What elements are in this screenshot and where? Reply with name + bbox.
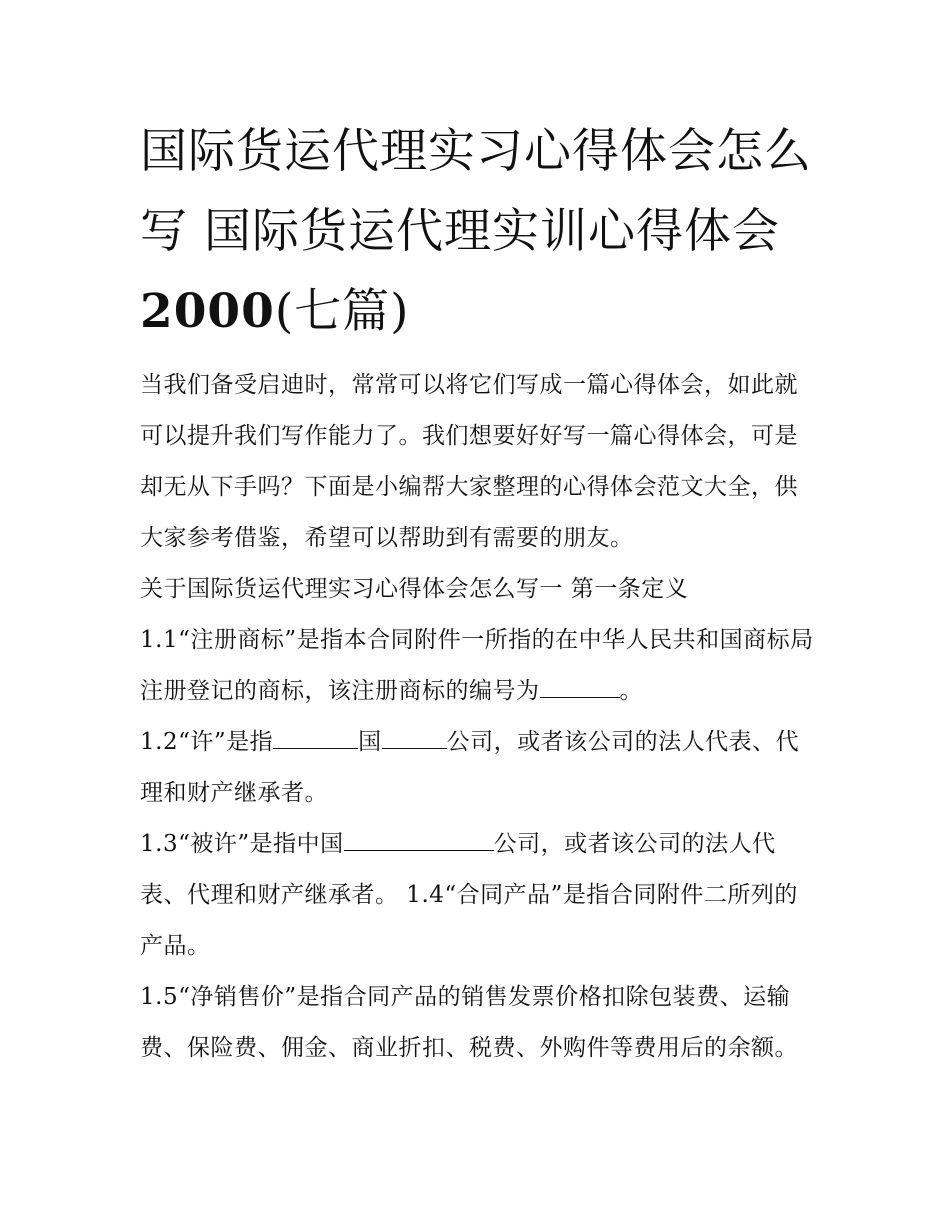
clause-1-1 [140, 615, 820, 717]
fill-blank [540, 677, 620, 698]
section-heading: 关于国际货运代理实习心得体会怎么写一 第一条定义 [140, 576, 689, 602]
clause-1-5: 1.5“净销售价”是指合同产品的销售发票价格扣除包装费、运输费、保险费、佣金、商业折扣、税费、外购件等费用后的余额。 [140, 984, 798, 1061]
title-suffix: (七篇) [274, 284, 410, 339]
clause-1-3 [140, 819, 820, 972]
clause-1-2-rest: 公司，或者该公司的法人代表、代理和财产继承者。 [140, 729, 800, 806]
fill-blank [382, 728, 447, 749]
clause-1-2-text: 1.2“许”是指 [140, 729, 274, 755]
document-title [140, 112, 820, 352]
title-year: 2000 [140, 284, 275, 339]
title-text: 国际货运代理实习心得体会怎么写 国际货运代理实训心得体会 [140, 124, 812, 259]
clause-1-2-country: 国 [358, 729, 382, 755]
clause-1-3-text: 1.3“被许”是指中国 [140, 831, 344, 857]
fill-blank [273, 728, 358, 749]
clause-1-3-rest: 公司，或者该公司的法人代表、代理和财产继承者。 1.4“合同产品”是指合同附件二所列的产品。 [140, 831, 798, 959]
clause-1-1-text: 1.1“注册商标”是指本合同附件一所指的在中华人民共和国商标局注册登记的商标，该注册商标的编号为 [140, 627, 814, 704]
clause-1-1-end: 。 [619, 678, 643, 704]
document-page [140, 112, 820, 1074]
clause-1-2 [140, 717, 820, 819]
intro-paragraph: 当我们备受启迪时，常常可以将它们写成一篇心得体会，如此就可以提升我们写作能力了。我们想要好好写一篇心得体会，可是却无从下手吗？下面是小编帮大家整理的心得体会范文大全，供大家参考借鉴，希望可以帮助到有需要的朋友。 [140, 372, 798, 551]
fill-blank [344, 830, 494, 851]
